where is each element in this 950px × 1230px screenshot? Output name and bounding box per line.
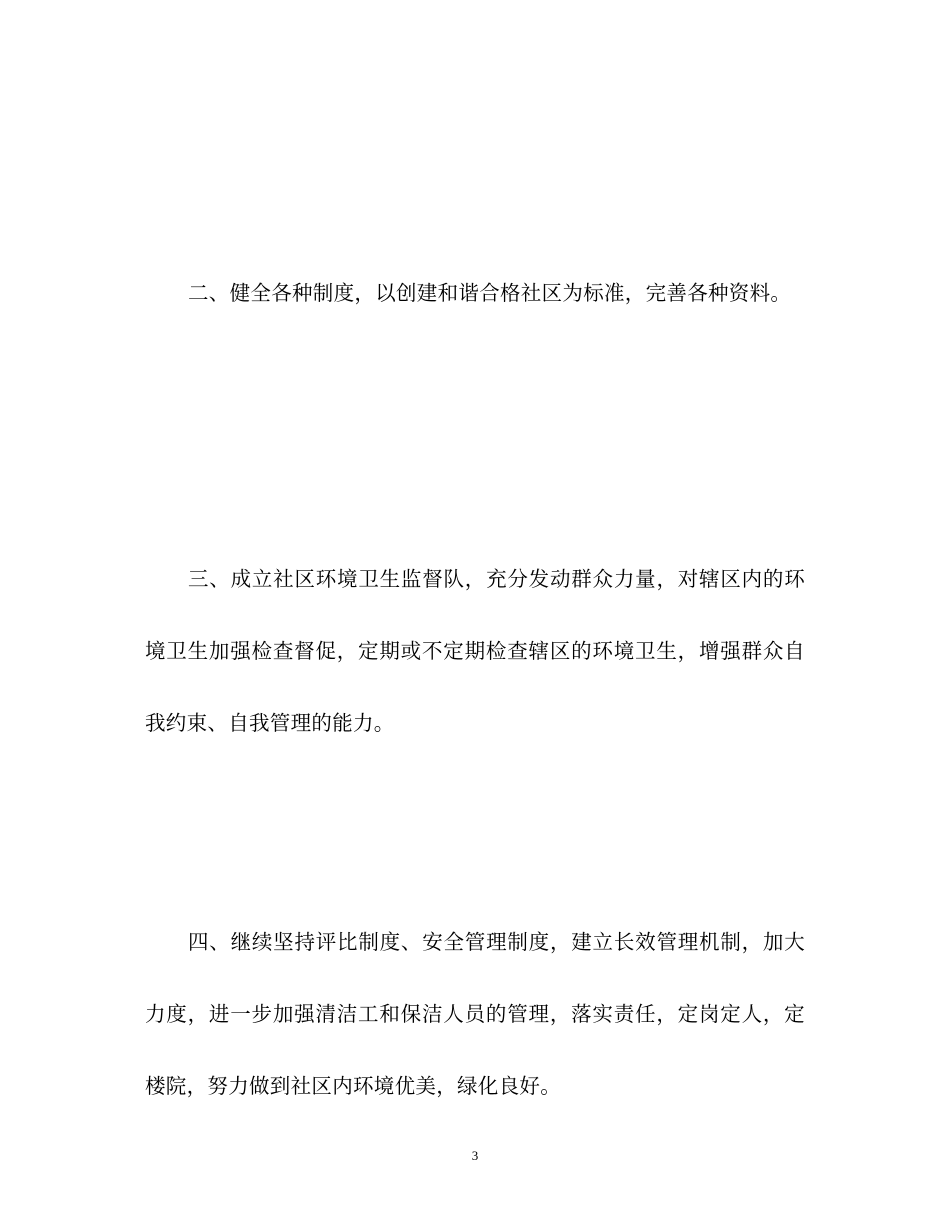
paragraph-item-4: 四、继续坚持评比制度、安全管理制度，建立长效管理机制，加大力度，进一步加强清洁工和保洁人员的管理，落实责任，定岗定人，定楼院，努力做到社区内环境优美，绿化良好。 <box>145 930 805 1098</box>
paragraph-item-3: 三、成立社区环境卫生监督队，充分发动群众力量，对辖区内的环境卫生加强检查督促，定期或不定期检查辖区的环境卫生，增强群众自我约束、自我管理的能力。 <box>145 567 805 735</box>
page-number: 3 <box>471 1148 479 1163</box>
paragraph-item-2: 二、健全各种制度，以创建和谐合格社区为标准，完善各种资料。 <box>188 281 792 305</box>
